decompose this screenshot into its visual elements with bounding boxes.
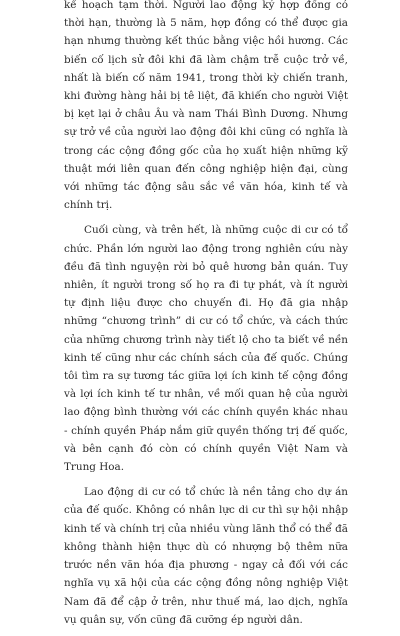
paragraph-1: kế hoạch tạm thời. Người lao động ký hợp đồng có thời hạn, thường là 5 năm, hợp đồng có thể được gia hạn nhưng thường kết thúc bằng việc hồi hương. Các biến cố lịch sử đôi khi đã làm chậm trễ cuộc trở về, nhất là biến cố năm 1941, trong thời kỳ chiến tranh, khi đường hàng hải bị tê liệt, đã khiến cho người Việt bị kẹt lại ở châu Âu và nam Thái Bình Dương. Nhưng sự trở về của người lao động đôi khi cũng có nghĩa là trong các cộng đồng gốc của họ xuất hiện những kỹ thuật mới liên quan đến công nghiệp hiện đại, cùng với những tác động sâu sắc về văn hóa, kinh tế và chính trị. (64, 0, 348, 212)
paragraph-3: Lao động di cư có tổ chức là nền tảng cho dự án của đế quốc. Không có nhân lực di cư thì sự hội nhập kinh tế và chính trị của nhiều vùng lãnh thổ có thể đã không thành hiện thực dù có nhượng bộ thêm nữa trước nền văn hóa địa phương - ngay cả đối với các nghĩa vụ xã hội của các cộng đồng nông nghiệp Việt Nam đã để cập ở trên, như thuế má, lao dịch, nghĩa vụ quân sự, vốn cũng đã cưỡng ép người dân. (64, 486, 348, 626)
paragraph-2: Cuối cùng, và trên hết, là những cuộc di cư có tổ chức. Phần lớn người lao động trong nghiên cứu này đều đã tình nguyện rời bỏ quê hương bản quán. Tuy nhiên, ít người trong số họ ra đi tự phát, và ít người tự định liệu được cho chuyến đi. Họ đã gia nhập những “chương trình” di cư có tổ chức, và cách thức của những chương trình này tiết lộ cho ta biết về nền kinh tế cũng như các chính sách của đế quốc. Chúng tôi tìm ra sự tương tác giữa lợi ích kinh tế cộng đồng và lợi ích kinh tế tư nhân, về mối quan hệ của người lao động bình thường với các chính quyền khác nhau - chính quyền Pháp nắm giữ quyền thống trị đế quốc, và bên cạnh đó còn có chính quyền Việt Nam và Trung Hoa. (64, 224, 348, 474)
body-text (64, 0, 348, 636)
